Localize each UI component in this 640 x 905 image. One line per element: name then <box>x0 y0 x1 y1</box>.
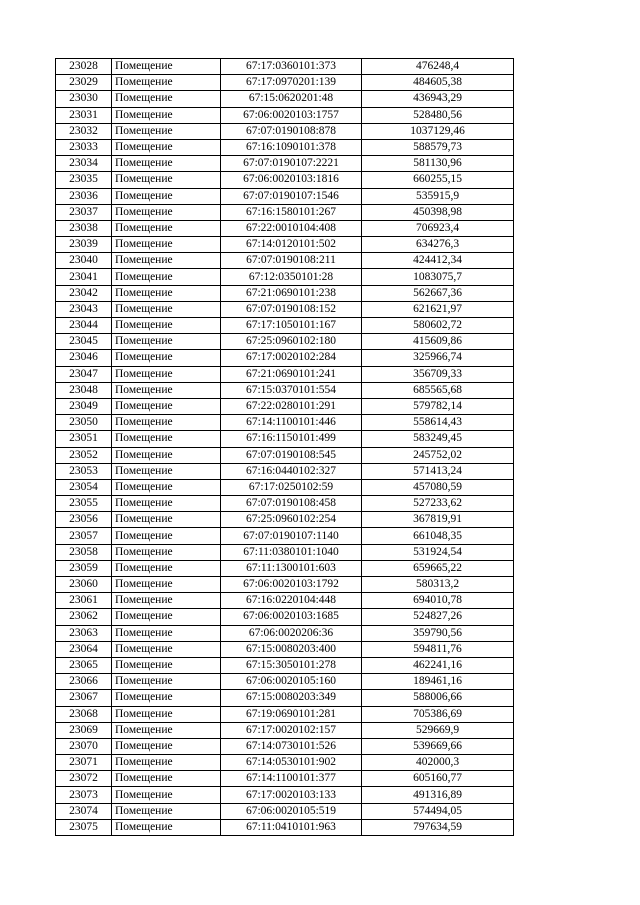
row-number-cell: 23068 <box>56 706 112 722</box>
cadastral-number-cell: 67:07:0190107:1546 <box>221 188 362 204</box>
table-row <box>56 479 514 495</box>
row-number-cell: 23064 <box>56 641 112 657</box>
row-number-cell: 23044 <box>56 318 112 334</box>
object-type-cell: Помещение <box>112 269 221 285</box>
table-row <box>56 220 514 236</box>
table-row <box>56 431 514 447</box>
value-cell: 539669,66 <box>362 738 514 754</box>
table-row <box>56 350 514 366</box>
value-cell: 424412,34 <box>362 253 514 269</box>
object-type-cell: Помещение <box>112 447 221 463</box>
table-row <box>56 771 514 787</box>
row-number-cell: 23056 <box>56 512 112 528</box>
value-cell: 367819,91 <box>362 512 514 528</box>
row-number-cell: 23059 <box>56 560 112 576</box>
table-row <box>56 107 514 123</box>
row-number-cell: 23029 <box>56 75 112 91</box>
value-cell: 359790,56 <box>362 625 514 641</box>
object-type-cell: Помещение <box>112 431 221 447</box>
row-number-cell: 23034 <box>56 156 112 172</box>
cadastral-number-cell: 67:15:0370101:554 <box>221 382 362 398</box>
object-type-cell: Помещение <box>112 398 221 414</box>
cadastral-number-cell: 67:16:1090101:378 <box>221 139 362 155</box>
value-cell: 659665,22 <box>362 560 514 576</box>
row-number-cell: 23039 <box>56 237 112 253</box>
row-number-cell: 23028 <box>56 59 112 75</box>
value-cell: 189461,16 <box>362 674 514 690</box>
cadastral-number-cell: 67:11:1300101:603 <box>221 560 362 576</box>
cadastral-number-cell: 67:14:1100101:377 <box>221 771 362 787</box>
table-row <box>56 625 514 641</box>
cadastral-number-cell: 67:21:0690101:241 <box>221 366 362 382</box>
table-row <box>56 269 514 285</box>
table-row <box>56 577 514 593</box>
object-type-cell: Помещение <box>112 366 221 382</box>
row-number-cell: 23074 <box>56 803 112 819</box>
cadastral-number-cell: 67:07:0190108:152 <box>221 301 362 317</box>
value-cell: 660255,15 <box>362 172 514 188</box>
row-number-cell: 23047 <box>56 366 112 382</box>
value-cell: 580313,2 <box>362 577 514 593</box>
value-cell: 524827,26 <box>362 609 514 625</box>
cadastral-number-cell: 67:15:0080203:400 <box>221 641 362 657</box>
table-row <box>56 447 514 463</box>
value-cell: 705386,69 <box>362 706 514 722</box>
value-cell: 529669,9 <box>362 722 514 738</box>
table-row <box>56 674 514 690</box>
value-cell: 694010,78 <box>362 593 514 609</box>
object-type-cell: Помещение <box>112 285 221 301</box>
row-number-cell: 23042 <box>56 285 112 301</box>
value-cell: 706923,4 <box>362 220 514 236</box>
cadastral-value-table <box>55 58 514 836</box>
value-cell: 562667,36 <box>362 285 514 301</box>
object-type-cell: Помещение <box>112 382 221 398</box>
table-row <box>56 123 514 139</box>
cadastral-number-cell: 67:17:0250102:59 <box>221 479 362 495</box>
value-cell: 558614,43 <box>362 415 514 431</box>
object-type-cell: Помещение <box>112 318 221 334</box>
cadastral-number-cell: 67:06:0020103:1816 <box>221 172 362 188</box>
table-row <box>56 512 514 528</box>
value-cell: 356709,33 <box>362 366 514 382</box>
object-type-cell: Помещение <box>112 738 221 754</box>
table-row <box>56 593 514 609</box>
row-number-cell: 23043 <box>56 301 112 317</box>
object-type-cell: Помещение <box>112 560 221 576</box>
cadastral-number-cell: 67:16:0220104:448 <box>221 593 362 609</box>
cadastral-number-cell: 67:06:0020105:160 <box>221 674 362 690</box>
table-row <box>56 560 514 576</box>
object-type-cell: Помещение <box>112 803 221 819</box>
row-number-cell: 23046 <box>56 350 112 366</box>
table-row <box>56 657 514 673</box>
object-type-cell: Помещение <box>112 123 221 139</box>
table-row <box>56 382 514 398</box>
object-type-cell: Помещение <box>112 496 221 512</box>
cadastral-number-cell: 67:17:0020102:284 <box>221 350 362 366</box>
object-type-cell: Помещение <box>112 787 221 803</box>
table-row <box>56 819 514 835</box>
object-type-cell: Помещение <box>112 59 221 75</box>
row-number-cell: 23030 <box>56 91 112 107</box>
value-cell: 571413,24 <box>362 463 514 479</box>
object-type-cell: Помещение <box>112 544 221 560</box>
table-row <box>56 334 514 350</box>
cadastral-number-cell: 67:06:0020206:36 <box>221 625 362 641</box>
cadastral-number-cell: 67:12:0350101:28 <box>221 269 362 285</box>
row-number-cell: 23058 <box>56 544 112 560</box>
table-row <box>56 609 514 625</box>
object-type-cell: Помещение <box>112 253 221 269</box>
table-row <box>56 706 514 722</box>
object-type-cell: Помещение <box>112 107 221 123</box>
value-cell: 588579,73 <box>362 139 514 155</box>
row-number-cell: 23041 <box>56 269 112 285</box>
row-number-cell: 23035 <box>56 172 112 188</box>
row-number-cell: 23054 <box>56 479 112 495</box>
table-row <box>56 172 514 188</box>
cadastral-number-cell: 67:17:0020102:157 <box>221 722 362 738</box>
cadastral-number-cell: 67:07:0190108:458 <box>221 496 362 512</box>
object-type-cell: Помещение <box>112 528 221 544</box>
value-cell: 527233,62 <box>362 496 514 512</box>
cadastral-number-cell: 67:17:0020103:133 <box>221 787 362 803</box>
value-cell: 450398,98 <box>362 204 514 220</box>
object-type-cell: Помещение <box>112 771 221 787</box>
value-cell: 574494,05 <box>362 803 514 819</box>
cadastral-number-cell: 67:14:0530101:902 <box>221 755 362 771</box>
row-number-cell: 23063 <box>56 625 112 641</box>
table-row <box>56 301 514 317</box>
row-number-cell: 23053 <box>56 463 112 479</box>
value-cell: 661048,35 <box>362 528 514 544</box>
row-number-cell: 23072 <box>56 771 112 787</box>
object-type-cell: Помещение <box>112 657 221 673</box>
table-row <box>56 738 514 754</box>
table-row <box>56 188 514 204</box>
value-cell: 1083075,7 <box>362 269 514 285</box>
cadastral-number-cell: 67:14:0730101:526 <box>221 738 362 754</box>
cadastral-number-cell: 67:07:0190108:878 <box>221 123 362 139</box>
object-type-cell: Помещение <box>112 463 221 479</box>
value-cell: 581130,96 <box>362 156 514 172</box>
row-number-cell: 23061 <box>56 593 112 609</box>
cadastral-number-cell: 67:07:0190108:545 <box>221 447 362 463</box>
table-row <box>56 528 514 544</box>
table-row <box>56 755 514 771</box>
row-number-cell: 23069 <box>56 722 112 738</box>
cadastral-number-cell: 67:11:0410101:963 <box>221 819 362 835</box>
row-number-cell: 23062 <box>56 609 112 625</box>
value-cell: 325966,74 <box>362 350 514 366</box>
value-cell: 457080,59 <box>362 479 514 495</box>
cadastral-number-cell: 67:25:0960102:180 <box>221 334 362 350</box>
object-type-cell: Помещение <box>112 188 221 204</box>
object-type-cell: Помещение <box>112 625 221 641</box>
table-row <box>56 253 514 269</box>
value-cell: 1037129,46 <box>362 123 514 139</box>
object-type-cell: Помещение <box>112 204 221 220</box>
object-type-cell: Помещение <box>112 609 221 625</box>
cadastral-number-cell: 67:16:1150101:499 <box>221 431 362 447</box>
row-number-cell: 23070 <box>56 738 112 754</box>
row-number-cell: 23037 <box>56 204 112 220</box>
row-number-cell: 23075 <box>56 819 112 835</box>
object-type-cell: Помещение <box>112 91 221 107</box>
cadastral-number-cell: 67:06:0020105:519 <box>221 803 362 819</box>
value-cell: 621621,97 <box>362 301 514 317</box>
table-row <box>56 803 514 819</box>
cadastral-number-cell: 67:14:1100101:446 <box>221 415 362 431</box>
object-type-cell: Помещение <box>112 75 221 91</box>
value-cell: 580602,72 <box>362 318 514 334</box>
cadastral-number-cell: 67:15:0080203:349 <box>221 690 362 706</box>
value-cell: 594811,76 <box>362 641 514 657</box>
table-row <box>56 156 514 172</box>
value-cell: 484605,38 <box>362 75 514 91</box>
table-row <box>56 641 514 657</box>
table-row <box>56 496 514 512</box>
row-number-cell: 23032 <box>56 123 112 139</box>
row-number-cell: 23071 <box>56 755 112 771</box>
object-type-cell: Помещение <box>112 172 221 188</box>
object-type-cell: Помещение <box>112 139 221 155</box>
row-number-cell: 23048 <box>56 382 112 398</box>
table-row <box>56 463 514 479</box>
value-cell: 605160,77 <box>362 771 514 787</box>
cadastral-number-cell: 67:19:0690101:281 <box>221 706 362 722</box>
table-row <box>56 722 514 738</box>
value-cell: 436943,29 <box>362 91 514 107</box>
cadastral-number-cell: 67:07:0190107:2221 <box>221 156 362 172</box>
cadastral-number-cell: 67:17:0360101:373 <box>221 59 362 75</box>
object-type-cell: Помещение <box>112 722 221 738</box>
object-type-cell: Помещение <box>112 220 221 236</box>
value-cell: 491316,89 <box>362 787 514 803</box>
table-row <box>56 690 514 706</box>
value-cell: 245752,02 <box>362 447 514 463</box>
cadastral-number-cell: 67:17:0970201:139 <box>221 75 362 91</box>
table-row <box>56 318 514 334</box>
object-type-cell: Помещение <box>112 512 221 528</box>
row-number-cell: 23038 <box>56 220 112 236</box>
table-row <box>56 366 514 382</box>
value-cell: 685565,68 <box>362 382 514 398</box>
cadastral-number-cell: 67:07:0190108:211 <box>221 253 362 269</box>
cadastral-number-cell: 67:16:0440102:327 <box>221 463 362 479</box>
value-cell: 797634,59 <box>362 819 514 835</box>
value-cell: 588006,66 <box>362 690 514 706</box>
object-type-cell: Помещение <box>112 237 221 253</box>
object-type-cell: Помещение <box>112 706 221 722</box>
row-number-cell: 23066 <box>56 674 112 690</box>
object-type-cell: Помещение <box>112 593 221 609</box>
cadastral-number-cell: 67:15:0620201:48 <box>221 91 362 107</box>
value-cell: 462241,16 <box>362 657 514 673</box>
object-type-cell: Помещение <box>112 674 221 690</box>
table-body <box>56 59 514 836</box>
cadastral-number-cell: 67:17:1050101:167 <box>221 318 362 334</box>
table-row <box>56 59 514 75</box>
row-number-cell: 23051 <box>56 431 112 447</box>
object-type-cell: Помещение <box>112 350 221 366</box>
value-cell: 528480,56 <box>362 107 514 123</box>
table-row <box>56 415 514 431</box>
object-type-cell: Помещение <box>112 301 221 317</box>
cadastral-number-cell: 67:11:0380101:1040 <box>221 544 362 560</box>
row-number-cell: 23052 <box>56 447 112 463</box>
cadastral-number-cell: 67:14:0120101:502 <box>221 237 362 253</box>
value-cell: 531924,54 <box>362 544 514 560</box>
cadastral-number-cell: 67:07:0190107:1140 <box>221 528 362 544</box>
table-row <box>56 398 514 414</box>
table-row <box>56 787 514 803</box>
table-row <box>56 204 514 220</box>
table-row <box>56 75 514 91</box>
table-row <box>56 285 514 301</box>
value-cell: 583249,45 <box>362 431 514 447</box>
table-row <box>56 91 514 107</box>
value-cell: 402000,3 <box>362 755 514 771</box>
value-cell: 634276,3 <box>362 237 514 253</box>
row-number-cell: 23073 <box>56 787 112 803</box>
row-number-cell: 23045 <box>56 334 112 350</box>
row-number-cell: 23055 <box>56 496 112 512</box>
row-number-cell: 23057 <box>56 528 112 544</box>
cadastral-number-cell: 67:06:0020103:1685 <box>221 609 362 625</box>
object-type-cell: Помещение <box>112 641 221 657</box>
row-number-cell: 23067 <box>56 690 112 706</box>
object-type-cell: Помещение <box>112 479 221 495</box>
row-number-cell: 23060 <box>56 577 112 593</box>
row-number-cell: 23049 <box>56 398 112 414</box>
cadastral-number-cell: 67:06:0020103:1792 <box>221 577 362 593</box>
cadastral-number-cell: 67:16:1580101:267 <box>221 204 362 220</box>
value-cell: 476248,4 <box>362 59 514 75</box>
row-number-cell: 23033 <box>56 139 112 155</box>
object-type-cell: Помещение <box>112 334 221 350</box>
row-number-cell: 23065 <box>56 657 112 673</box>
object-type-cell: Помещение <box>112 415 221 431</box>
row-number-cell: 23036 <box>56 188 112 204</box>
object-type-cell: Помещение <box>112 819 221 835</box>
cadastral-number-cell: 67:25:0960102:254 <box>221 512 362 528</box>
cadastral-number-cell: 67:21:0690101:238 <box>221 285 362 301</box>
row-number-cell: 23031 <box>56 107 112 123</box>
table-row <box>56 544 514 560</box>
object-type-cell: Помещение <box>112 755 221 771</box>
cadastral-number-cell: 67:06:0020103:1757 <box>221 107 362 123</box>
table-row <box>56 237 514 253</box>
value-cell: 415609,86 <box>362 334 514 350</box>
cadastral-number-cell: 67:15:3050101:278 <box>221 657 362 673</box>
table-row <box>56 139 514 155</box>
object-type-cell: Помещение <box>112 690 221 706</box>
cadastral-number-cell: 67:22:0010104:408 <box>221 220 362 236</box>
object-type-cell: Помещение <box>112 577 221 593</box>
object-type-cell: Помещение <box>112 156 221 172</box>
row-number-cell: 23040 <box>56 253 112 269</box>
cadastral-number-cell: 67:22:0280101:291 <box>221 398 362 414</box>
value-cell: 535915,9 <box>362 188 514 204</box>
value-cell: 579782,14 <box>362 398 514 414</box>
row-number-cell: 23050 <box>56 415 112 431</box>
